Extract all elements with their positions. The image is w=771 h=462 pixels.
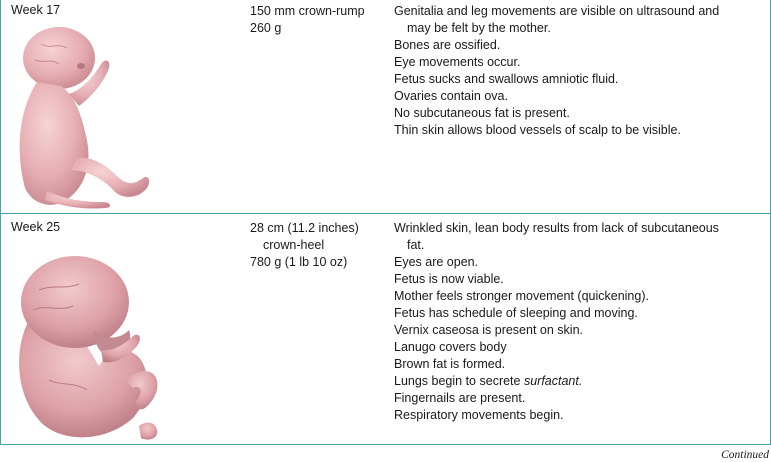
- fact-item-continuation: may be felt by the mother.: [407, 21, 551, 35]
- fact-item: Brown fat is formed.: [394, 357, 506, 371]
- fact-item: Fingernails are present.: [394, 391, 526, 405]
- week-label: Week 25: [11, 220, 61, 234]
- measure-length: 150 mm crown-rump: [250, 4, 365, 18]
- table-row-week-25: [1, 213, 770, 445]
- fact-item: Respiratory movements begin.: [394, 408, 564, 422]
- fact-item: Mother feels stronger movement (quickening).: [394, 289, 649, 303]
- measurements: [250, 3, 385, 37]
- fetus-week-17-illustration: [7, 20, 155, 210]
- continued-label: Continued: [721, 449, 769, 461]
- fact-item: Lanugo covers body: [394, 340, 507, 354]
- fact-item: Wrinkled skin, lean body results from lack of subcutaneous: [394, 221, 719, 235]
- fact-item: No subcutaneous fat is present.: [394, 106, 570, 120]
- fact-italic-term: surfactant.: [523, 374, 583, 388]
- table-row-week-17: [1, 0, 770, 213]
- fact-item: Fetus is now viable.: [394, 272, 504, 286]
- measure-weight: 260 g: [250, 21, 282, 35]
- fact-item: Thin skin allows blood vessels of scalp to be visible.: [394, 123, 681, 137]
- development-facts: [394, 220, 764, 424]
- fact-item: Bones are ossified.: [394, 38, 501, 52]
- measurements: [250, 220, 385, 271]
- fact-item-continuation: fat.: [407, 238, 425, 252]
- fetus-week-25-illustration: [9, 240, 167, 442]
- fact-text: Lungs begin to secrete: [394, 374, 524, 388]
- measure-length-unit: crown-heel: [263, 238, 325, 252]
- fact-item: Eye movements occur.: [394, 55, 521, 69]
- fact-item: Eyes are open.: [394, 255, 479, 269]
- fact-item: Vernix caseosa is present on skin.: [394, 323, 583, 337]
- fact-item: Fetus has schedule of sleeping and moving.: [394, 306, 638, 320]
- fact-item: Fetus sucks and swallows amniotic fluid.: [394, 72, 619, 86]
- fact-item: [394, 373, 764, 390]
- development-facts: [394, 3, 764, 139]
- fact-item: Ovaries contain ova.: [394, 89, 508, 103]
- week-label: Week 17: [11, 3, 61, 17]
- measure-weight: 780 g (1 lb 10 oz): [250, 255, 348, 269]
- measure-length: 28 cm (11.2 inches): [250, 221, 359, 235]
- fact-item: Genitalia and leg movements are visible on ultrasound and: [394, 4, 720, 18]
